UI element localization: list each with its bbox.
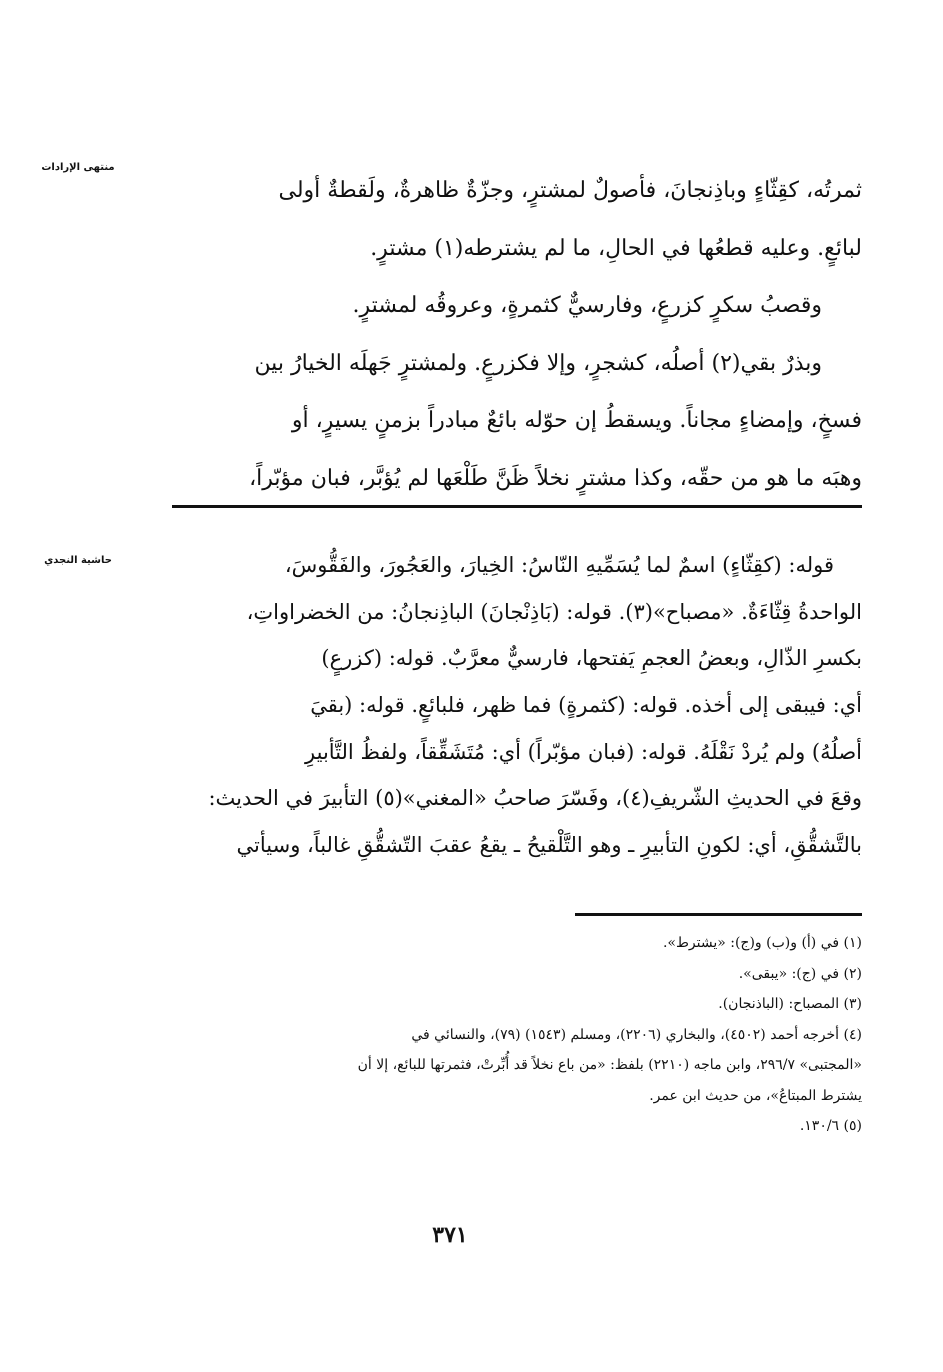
page-number: ٣٧١ [432, 1222, 468, 1248]
footnote-2: (٢) في (ج): «يبقى». [738, 965, 862, 982]
matn-line: وهبَه ما هو من حقّه، وكذا مشترٍ نخلاً ظَنَّ طَلْعَها لم يُؤبَّر، فبان مؤبّراً، [249, 465, 862, 491]
footnote-separator [575, 913, 862, 916]
matn-source-label: منتهى الإرادات [41, 162, 115, 173]
footnote-1: (١) في (أ) و(ب) و(ج): «يشترط». [662, 935, 862, 951]
sharh-source-label: حاشية النجدي [44, 555, 112, 566]
footnote-3: (٣) المصباح: (الباذنجان). [718, 996, 862, 1012]
commentary-line: وقعَ في الحديثِ الشّريفِ(٤)، وفَسّرَ صاحبُ «المغني»(٥) التأبيرَ في الحديث: [208, 786, 862, 811]
commentary-line: الواحدةُ قِثّاءَةٌ. «مصباح»(٣). قوله: (بَاذِنْجانَ) الباذِنجانُ: من الخضراواتِ، [246, 599, 862, 624]
matn-line: وبذرٌ بقي(٢) أصلُه، كشجرٍ، وإلا فكزرعٍ. ولمشترٍ جَهلَه الخيارُ بين [254, 350, 822, 376]
commentary-line: بالتَّشقُّقِ، أي: لكونِ التأبيرِ ـ وهو التَّلْقيحُ ـ يقعُ عقبَ التّشقُّقِ غالباً، وسيأتي [236, 833, 862, 858]
matn-line: وقصبُ سكرٍ كزرعٍ، وفارسيٌّ كثمرةٍ، وعروقُه لمشترٍ. [352, 293, 822, 318]
footnote-5: (٥) ١٣٠/٦. [799, 1118, 862, 1134]
commentary-line: قوله: (كقِثّاءٍ) اسمٌ لما يُسَمِّيهِ النّاسُ: الخِيارَ، والعَجُورَ، والفَقُّوسَ، [284, 553, 834, 577]
commentary-line: أصلُهُ) ولم يُردْ نَقْلَهُ. قوله: (فبان مؤبّراً) أي: مُتَشَقِّقاً، ولفظُ التَّأبيرِ [305, 739, 862, 764]
commentary-text-block [172, 542, 862, 869]
commentary-line: بكسرِ الذّالِ، وبعضُ العجمِ يَفتحها، فارسيٌّ معرَّبٌ. قوله: (كزرعٍ) [321, 646, 862, 671]
footnote-4: (٤) أخرجه أحمد (٤٥٠٢)، والبخاري (٢٢٠٦)، ومسلم (١٥٤٣) (٧٩)، والنسائي في [411, 1026, 862, 1043]
matn-line: لبائعٍ. وعليه قطعُها في الحالِ، ما لم يشترطه(١) مشترٍ. [370, 235, 862, 261]
matn-line: ثمرتُه، كقِثّاءٍ وباذِنجانَ، فأصولٌ لمشترٍ، وجزّةٌ ظاهرةٌ، ولَقطةٌ أولى [278, 178, 862, 203]
footnote-4-end: يشترط المبتاعُ»، من حديث ابن عمر. [649, 1087, 862, 1104]
footnote-4-continued: «المجتبى» ٢٩٦/٧، وابن ماجه (٢٢١٠) بلفظ: «من باع نخلاً قد أُبِّرتْ، فثمرتها للبائع، إلا أن [357, 1057, 862, 1073]
matn-line: فسخٍ، وإمضاءٍ مجاناً. ويسقطُ إن حوّله بائعٌ مبادراً بزمنٍ يسيرٍ، أو [291, 408, 862, 433]
matn-text-block [172, 162, 862, 507]
footnotes [172, 928, 862, 1142]
commentary-line: أي: فيبقى إلى أخذه. قوله: (كثمرةٍ) فما ظهر، فلبائعٍ. قوله: (بقيَ [310, 693, 862, 718]
section-divider [172, 505, 862, 508]
